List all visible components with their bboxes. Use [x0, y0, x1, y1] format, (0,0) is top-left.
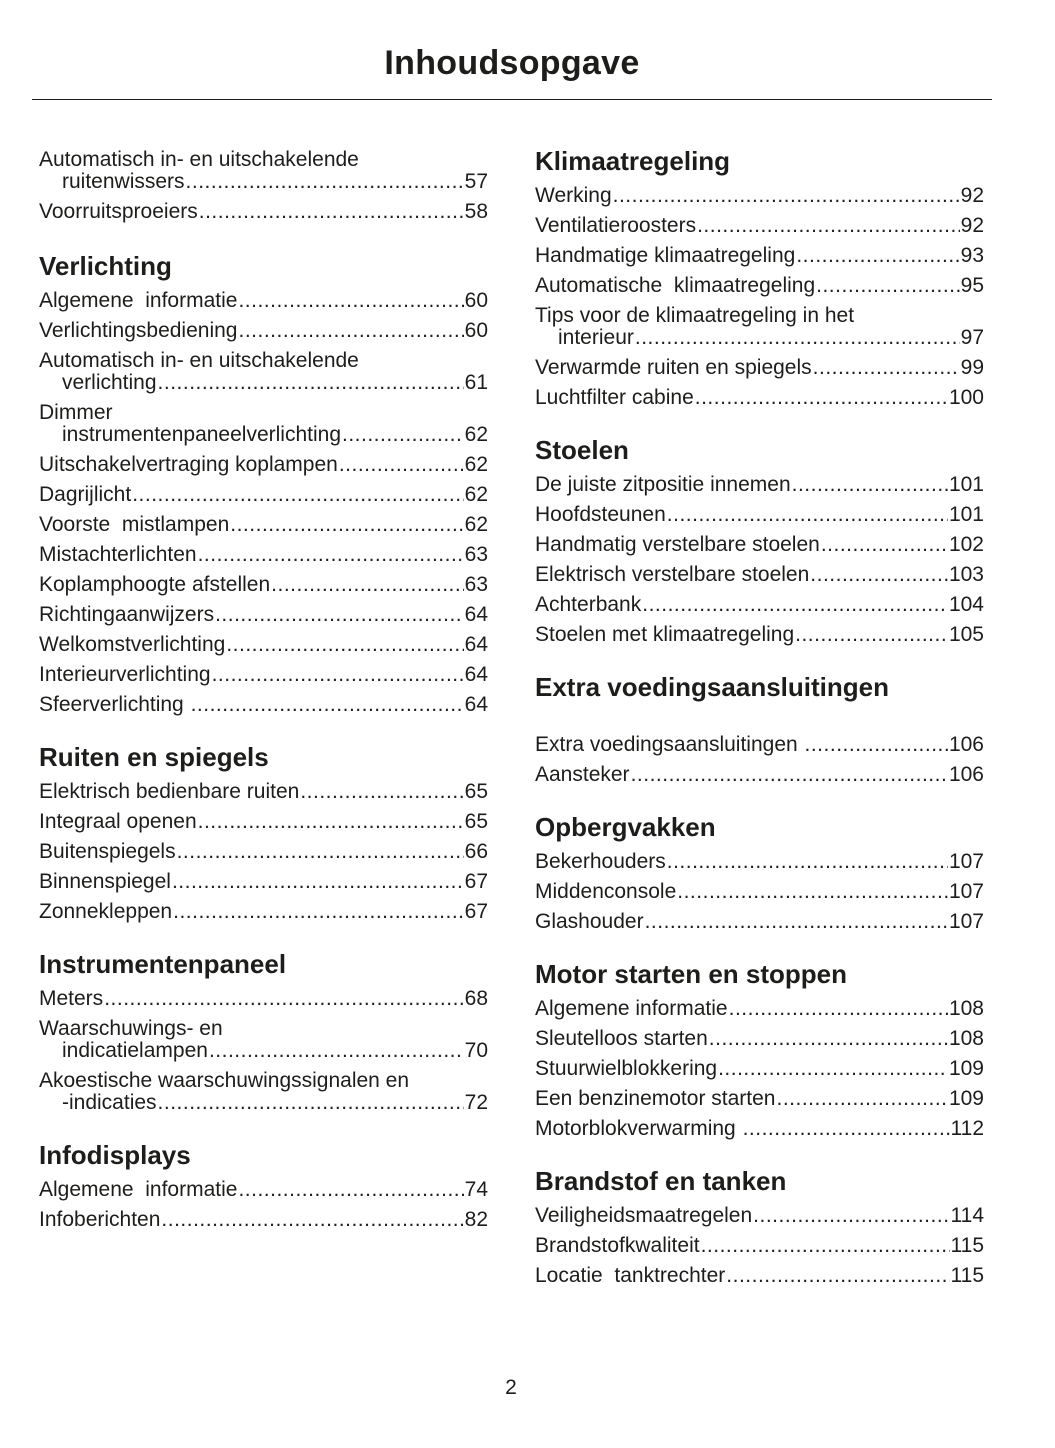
toc-entry[interactable] — [39, 867, 488, 897]
entry-page-number: 101 — [948, 503, 984, 526]
toc-entry[interactable] — [535, 353, 984, 383]
toc-entry[interactable] — [535, 994, 984, 1024]
dot-leader — [813, 357, 960, 379]
dot-leader — [667, 851, 948, 873]
section-heading: Verlichting — [39, 251, 172, 281]
toc-section-brandstof-en-tanken — [535, 1164, 984, 1291]
toc-entry[interactable] — [535, 760, 984, 790]
dot-leader — [718, 1058, 948, 1080]
dot-leader — [209, 1040, 464, 1062]
toc-entry[interactable] — [535, 530, 984, 560]
toc-entry[interactable] — [39, 807, 488, 837]
entry-page-number: 64 — [464, 603, 488, 626]
entry-title: Dimmer — [39, 401, 113, 424]
dot-leader — [339, 454, 464, 476]
entry-title: Automatisch in- en uitschakelende — [39, 148, 359, 171]
toc-section-instrumentenpaneel — [39, 947, 488, 1118]
entry-page-number: 93 — [960, 244, 984, 267]
dot-leader — [642, 594, 948, 616]
entry-page-number: 62 — [464, 483, 488, 506]
entry-title-continued: interieur — [558, 326, 634, 349]
toc-entry[interactable] — [39, 346, 488, 398]
entry-title: Voorste mistlampen — [39, 513, 230, 536]
entry-title: Buitenspiegels — [39, 840, 176, 863]
title-divider — [32, 99, 992, 100]
toc-entry[interactable] — [535, 211, 984, 241]
dot-leader — [342, 424, 464, 446]
entry-page-number: 65 — [464, 810, 488, 833]
entry-title: Sfeerverlichting — [39, 693, 190, 716]
toc-entry[interactable] — [39, 398, 488, 450]
toc-entry[interactable] — [535, 730, 984, 760]
entry-title: Uitschakelvertraging koplampen — [39, 453, 338, 476]
dot-leader — [191, 694, 464, 716]
entry-page-number: 100 — [948, 386, 984, 409]
entry-title: Dagrijlicht — [39, 483, 132, 506]
toc-entry[interactable] — [39, 450, 488, 480]
toc-entry[interactable] — [535, 907, 984, 937]
entry-page-number: 92 — [960, 214, 984, 237]
toc-entry[interactable] — [535, 1054, 984, 1084]
toc-entry[interactable] — [39, 837, 488, 867]
entry-page-number: 105 — [948, 623, 984, 646]
entry-title: Stuurwielblokkering — [535, 1057, 718, 1080]
section-heading: Klimaatregeling — [535, 146, 731, 176]
toc-entry[interactable] — [39, 145, 488, 197]
entry-title: Middenconsole — [535, 880, 677, 903]
entry-page-number: 60 — [464, 289, 488, 312]
dot-leader — [695, 387, 948, 409]
entry-page-number: 65 — [464, 780, 488, 803]
section-heading: Infodisplays — [39, 1140, 191, 1170]
toc-entry[interactable] — [39, 1175, 488, 1205]
entry-title: Achterbank — [535, 593, 642, 616]
section-heading: Ruiten en spiegels — [39, 742, 269, 772]
entry-page-number: 102 — [948, 533, 984, 556]
dot-leader — [726, 1265, 949, 1287]
entry-title: Binnenspiegel — [39, 870, 171, 893]
dot-leader — [172, 871, 464, 893]
toc-entry[interactable] — [535, 620, 984, 650]
entry-title: Welkomstverlichting — [39, 633, 226, 656]
toc-entry[interactable] — [535, 1201, 984, 1231]
entry-page-number: 107 — [948, 880, 984, 903]
dot-leader — [198, 544, 464, 566]
entry-title: Interieurverlichting — [39, 663, 211, 686]
toc-section-extra-voedingsaansluitingen — [535, 670, 984, 790]
toc-entry[interactable] — [535, 1024, 984, 1054]
toc-entry[interactable] — [39, 600, 488, 630]
dot-leader — [215, 604, 464, 626]
toc-entry[interactable] — [39, 690, 488, 720]
section-heading: Instrumentenpaneel — [39, 949, 287, 979]
toc-entry[interactable] — [535, 1114, 984, 1144]
toc-entry[interactable] — [535, 1231, 984, 1261]
toc-entry[interactable] — [39, 316, 488, 346]
toc-section-verlichting — [39, 249, 488, 720]
toc-section-ruiten-en-spiegels — [39, 740, 488, 927]
entry-title: Een benzinemotor starten — [535, 1087, 776, 1110]
entry-page-number: 67 — [464, 900, 488, 923]
toc-entry[interactable] — [535, 1084, 984, 1114]
dot-leader — [795, 624, 948, 646]
entry-title: Werking — [535, 184, 612, 207]
entry-title: Sleutelloos starten — [535, 1027, 708, 1050]
toc-entry[interactable] — [39, 510, 488, 540]
dot-leader — [709, 1028, 948, 1050]
entry-page-number: 107 — [948, 910, 984, 933]
dot-leader — [198, 811, 464, 833]
entry-title: Veiligheidsmaatregelen — [535, 1204, 753, 1227]
entry-title: Automatisch in- en uitschakelende — [39, 349, 359, 372]
dot-leader — [729, 998, 948, 1020]
entry-title: Ventilatieroosters — [535, 214, 697, 237]
toc-entry[interactable] — [535, 181, 984, 211]
entry-title: Akoestische waarschuwingssignalen en — [39, 1069, 410, 1092]
toc-entry[interactable] — [39, 660, 488, 690]
toc-section-klimaatregeling — [535, 144, 984, 413]
dot-leader — [230, 514, 463, 536]
entry-page-number: 115 — [950, 1234, 984, 1257]
toc-entry[interactable] — [39, 570, 488, 600]
toc-entry[interactable] — [39, 897, 488, 927]
dot-leader — [776, 1088, 947, 1110]
entry-page-number: 67 — [464, 870, 488, 893]
toc-entry[interactable] — [39, 286, 488, 316]
entry-page-number: 64 — [464, 633, 488, 656]
entry-page-number: 61 — [464, 371, 488, 394]
entry-title-continued: instrumentenpaneelverlichting — [62, 423, 341, 446]
dot-leader — [161, 1209, 463, 1231]
dot-leader — [104, 988, 463, 1010]
toc-entry[interactable] — [39, 984, 488, 1014]
dot-leader — [635, 327, 960, 349]
entry-title: Handmatige klimaatregeling — [535, 244, 796, 267]
section-heading: Opbergvakken — [535, 812, 716, 842]
dot-leader — [805, 734, 948, 756]
dot-leader — [613, 185, 960, 207]
entry-page-number: 103 — [948, 563, 984, 586]
entry-title: Verwarmde ruiten en spiegels — [535, 356, 812, 379]
entry-title: Motorblokverwarming — [535, 1117, 742, 1140]
dot-leader — [677, 881, 948, 903]
toc-entry[interactable] — [39, 540, 488, 570]
dot-leader — [792, 474, 948, 496]
toc-entry[interactable] — [39, 1205, 488, 1235]
entry-title: Integraal openen — [39, 810, 197, 833]
entry-page-number: 106 — [948, 763, 984, 786]
dot-leader — [667, 504, 948, 526]
toc-entry[interactable] — [39, 1066, 488, 1118]
entry-page-number: 112 — [950, 1117, 984, 1140]
toc-entry[interactable] — [535, 560, 984, 590]
entry-title: Algemene informatie — [39, 1178, 238, 1201]
entry-page-number: 62 — [464, 513, 488, 536]
dot-leader — [753, 1205, 949, 1227]
entry-title-continued: ruitenwissers — [62, 170, 185, 193]
entry-title: De juiste zitpositie innemen — [535, 473, 791, 496]
entry-page-number: 63 — [464, 573, 488, 596]
dot-leader — [226, 634, 463, 656]
entry-page-number: 60 — [464, 319, 488, 342]
entry-page-number: 108 — [948, 1027, 984, 1050]
toc-entry[interactable] — [39, 480, 488, 510]
dot-leader — [701, 1235, 950, 1257]
entry-title: Algemene informatie — [39, 289, 238, 312]
dot-leader — [238, 1179, 463, 1201]
section-heading: Extra voedingsaansluitingen — [535, 672, 889, 702]
entry-title: Hoofdsteunen — [535, 503, 666, 526]
entry-title: Extra voedingsaansluitingen — [535, 733, 804, 756]
entry-page-number: 74 — [464, 1178, 488, 1201]
toc-entry[interactable] — [535, 271, 984, 301]
entry-title: Handmatig verstelbare stoelen — [535, 533, 820, 556]
entry-title: Glashouder — [535, 910, 644, 933]
toc-entry[interactable] — [535, 877, 984, 907]
entry-title: Elektrisch verstelbare stoelen — [535, 563, 810, 586]
toc-section-stoelen — [535, 433, 984, 650]
dot-leader — [212, 664, 464, 686]
toc-right-column — [535, 144, 984, 1311]
toc-section-opbergvakken — [535, 810, 984, 937]
entry-title: Voorruitsproeiers — [39, 200, 198, 223]
toc-left-column — [39, 145, 488, 1255]
entry-page-number: 58 — [464, 200, 488, 223]
entry-title: Aansteker — [535, 763, 630, 786]
entry-page-number: 109 — [948, 1087, 984, 1110]
entry-page-number: 106 — [948, 733, 984, 756]
dot-leader — [158, 372, 464, 394]
toc-section-infodisplays — [39, 1138, 488, 1235]
entry-page-number: 92 — [960, 184, 984, 207]
entry-title: Brandstofkwaliteit — [535, 1234, 700, 1257]
toc-entry[interactable] — [535, 1261, 984, 1291]
dot-leader — [238, 320, 463, 342]
entry-page-number: 62 — [464, 423, 488, 446]
dot-leader — [271, 574, 463, 596]
entry-title: Verlichtingsbediening — [39, 319, 238, 342]
entry-title: Zonnekleppen — [39, 900, 173, 923]
dot-leader — [810, 564, 948, 586]
entry-page-number: 109 — [948, 1057, 984, 1080]
entry-page-number: 97 — [960, 326, 984, 349]
toc-entry[interactable] — [535, 847, 984, 877]
entry-title-continued: indicatielampen — [62, 1039, 208, 1062]
dot-leader — [645, 911, 948, 933]
entry-page-number: 68 — [464, 987, 488, 1010]
entry-page-number: 115 — [950, 1264, 984, 1287]
entry-title: Meters — [39, 987, 104, 1010]
dot-leader — [697, 215, 960, 237]
toc-section — [39, 145, 488, 227]
dot-leader — [816, 275, 960, 297]
entry-page-number: 95 — [960, 274, 984, 297]
entry-page-number: 72 — [464, 1091, 488, 1114]
entry-title: Infoberichten — [39, 1208, 161, 1231]
entry-page-number: 99 — [960, 356, 984, 379]
toc-entry[interactable] — [39, 1014, 488, 1066]
dot-leader — [199, 201, 464, 223]
entry-page-number: 114 — [950, 1204, 984, 1227]
entry-title: Tips voor de klimaatregeling in het — [535, 304, 855, 327]
entry-page-number: 57 — [464, 170, 488, 193]
entry-page-number: 64 — [464, 693, 488, 716]
dot-leader — [238, 290, 463, 312]
dot-leader — [300, 781, 463, 803]
dot-leader — [186, 171, 464, 193]
entry-title: Stoelen met klimaatregeling — [535, 623, 795, 646]
toc-entry[interactable] — [535, 241, 984, 271]
page-title: Inhoudsopgave — [384, 44, 640, 82]
dot-leader — [631, 764, 948, 786]
entry-title: Mistachterlichten — [39, 543, 197, 566]
entry-page-number: 104 — [948, 593, 984, 616]
toc-entry[interactable] — [39, 777, 488, 807]
dot-leader — [177, 841, 464, 863]
entry-page-number: 66 — [464, 840, 488, 863]
toc-entry[interactable] — [39, 630, 488, 660]
entry-page-number: 108 — [948, 997, 984, 1020]
dot-leader — [743, 1118, 950, 1140]
toc-entry[interactable] — [535, 470, 984, 500]
entry-title-continued: -indicaties — [62, 1091, 157, 1114]
page-number: 2 — [505, 1376, 517, 1399]
dot-leader — [821, 534, 948, 556]
dot-leader — [173, 901, 464, 923]
entry-page-number: 82 — [464, 1208, 488, 1231]
dot-leader — [796, 245, 959, 267]
entry-title: Algemene informatie — [535, 997, 728, 1020]
entry-page-number: 64 — [464, 663, 488, 686]
entry-title: Waarschuwings- en — [39, 1017, 223, 1040]
toc-entry[interactable] — [39, 197, 488, 227]
entry-page-number: 101 — [948, 473, 984, 496]
toc-section-motor-starten-en-stoppen — [535, 957, 984, 1144]
toc-entry[interactable] — [535, 590, 984, 620]
section-heading: Brandstof en tanken — [535, 1166, 787, 1196]
toc-entry[interactable] — [535, 383, 984, 413]
entry-title: Bekerhouders — [535, 850, 666, 873]
entry-title: Locatie tanktrechter — [535, 1264, 726, 1287]
dot-leader — [158, 1092, 464, 1114]
toc-entry[interactable] — [535, 301, 984, 353]
entry-title-continued: verlichting — [62, 371, 157, 394]
section-heading: Motor starten en stoppen — [535, 959, 848, 989]
entry-title: Koplamphoogte afstellen — [39, 573, 271, 596]
entry-page-number: 62 — [464, 453, 488, 476]
entry-title: Automatische klimaatregeling — [535, 274, 816, 297]
entry-page-number: 107 — [948, 850, 984, 873]
entry-page-number: 63 — [464, 543, 488, 566]
dot-leader — [132, 484, 463, 506]
entry-title: Luchtfilter cabine — [535, 386, 694, 409]
section-heading: Stoelen — [535, 435, 629, 465]
entry-title: Elektrisch bedienbare ruiten — [39, 780, 300, 803]
toc-entry[interactable] — [535, 500, 984, 530]
entry-page-number: 70 — [464, 1039, 488, 1062]
entry-title: Richtingaanwijzers — [39, 603, 215, 626]
